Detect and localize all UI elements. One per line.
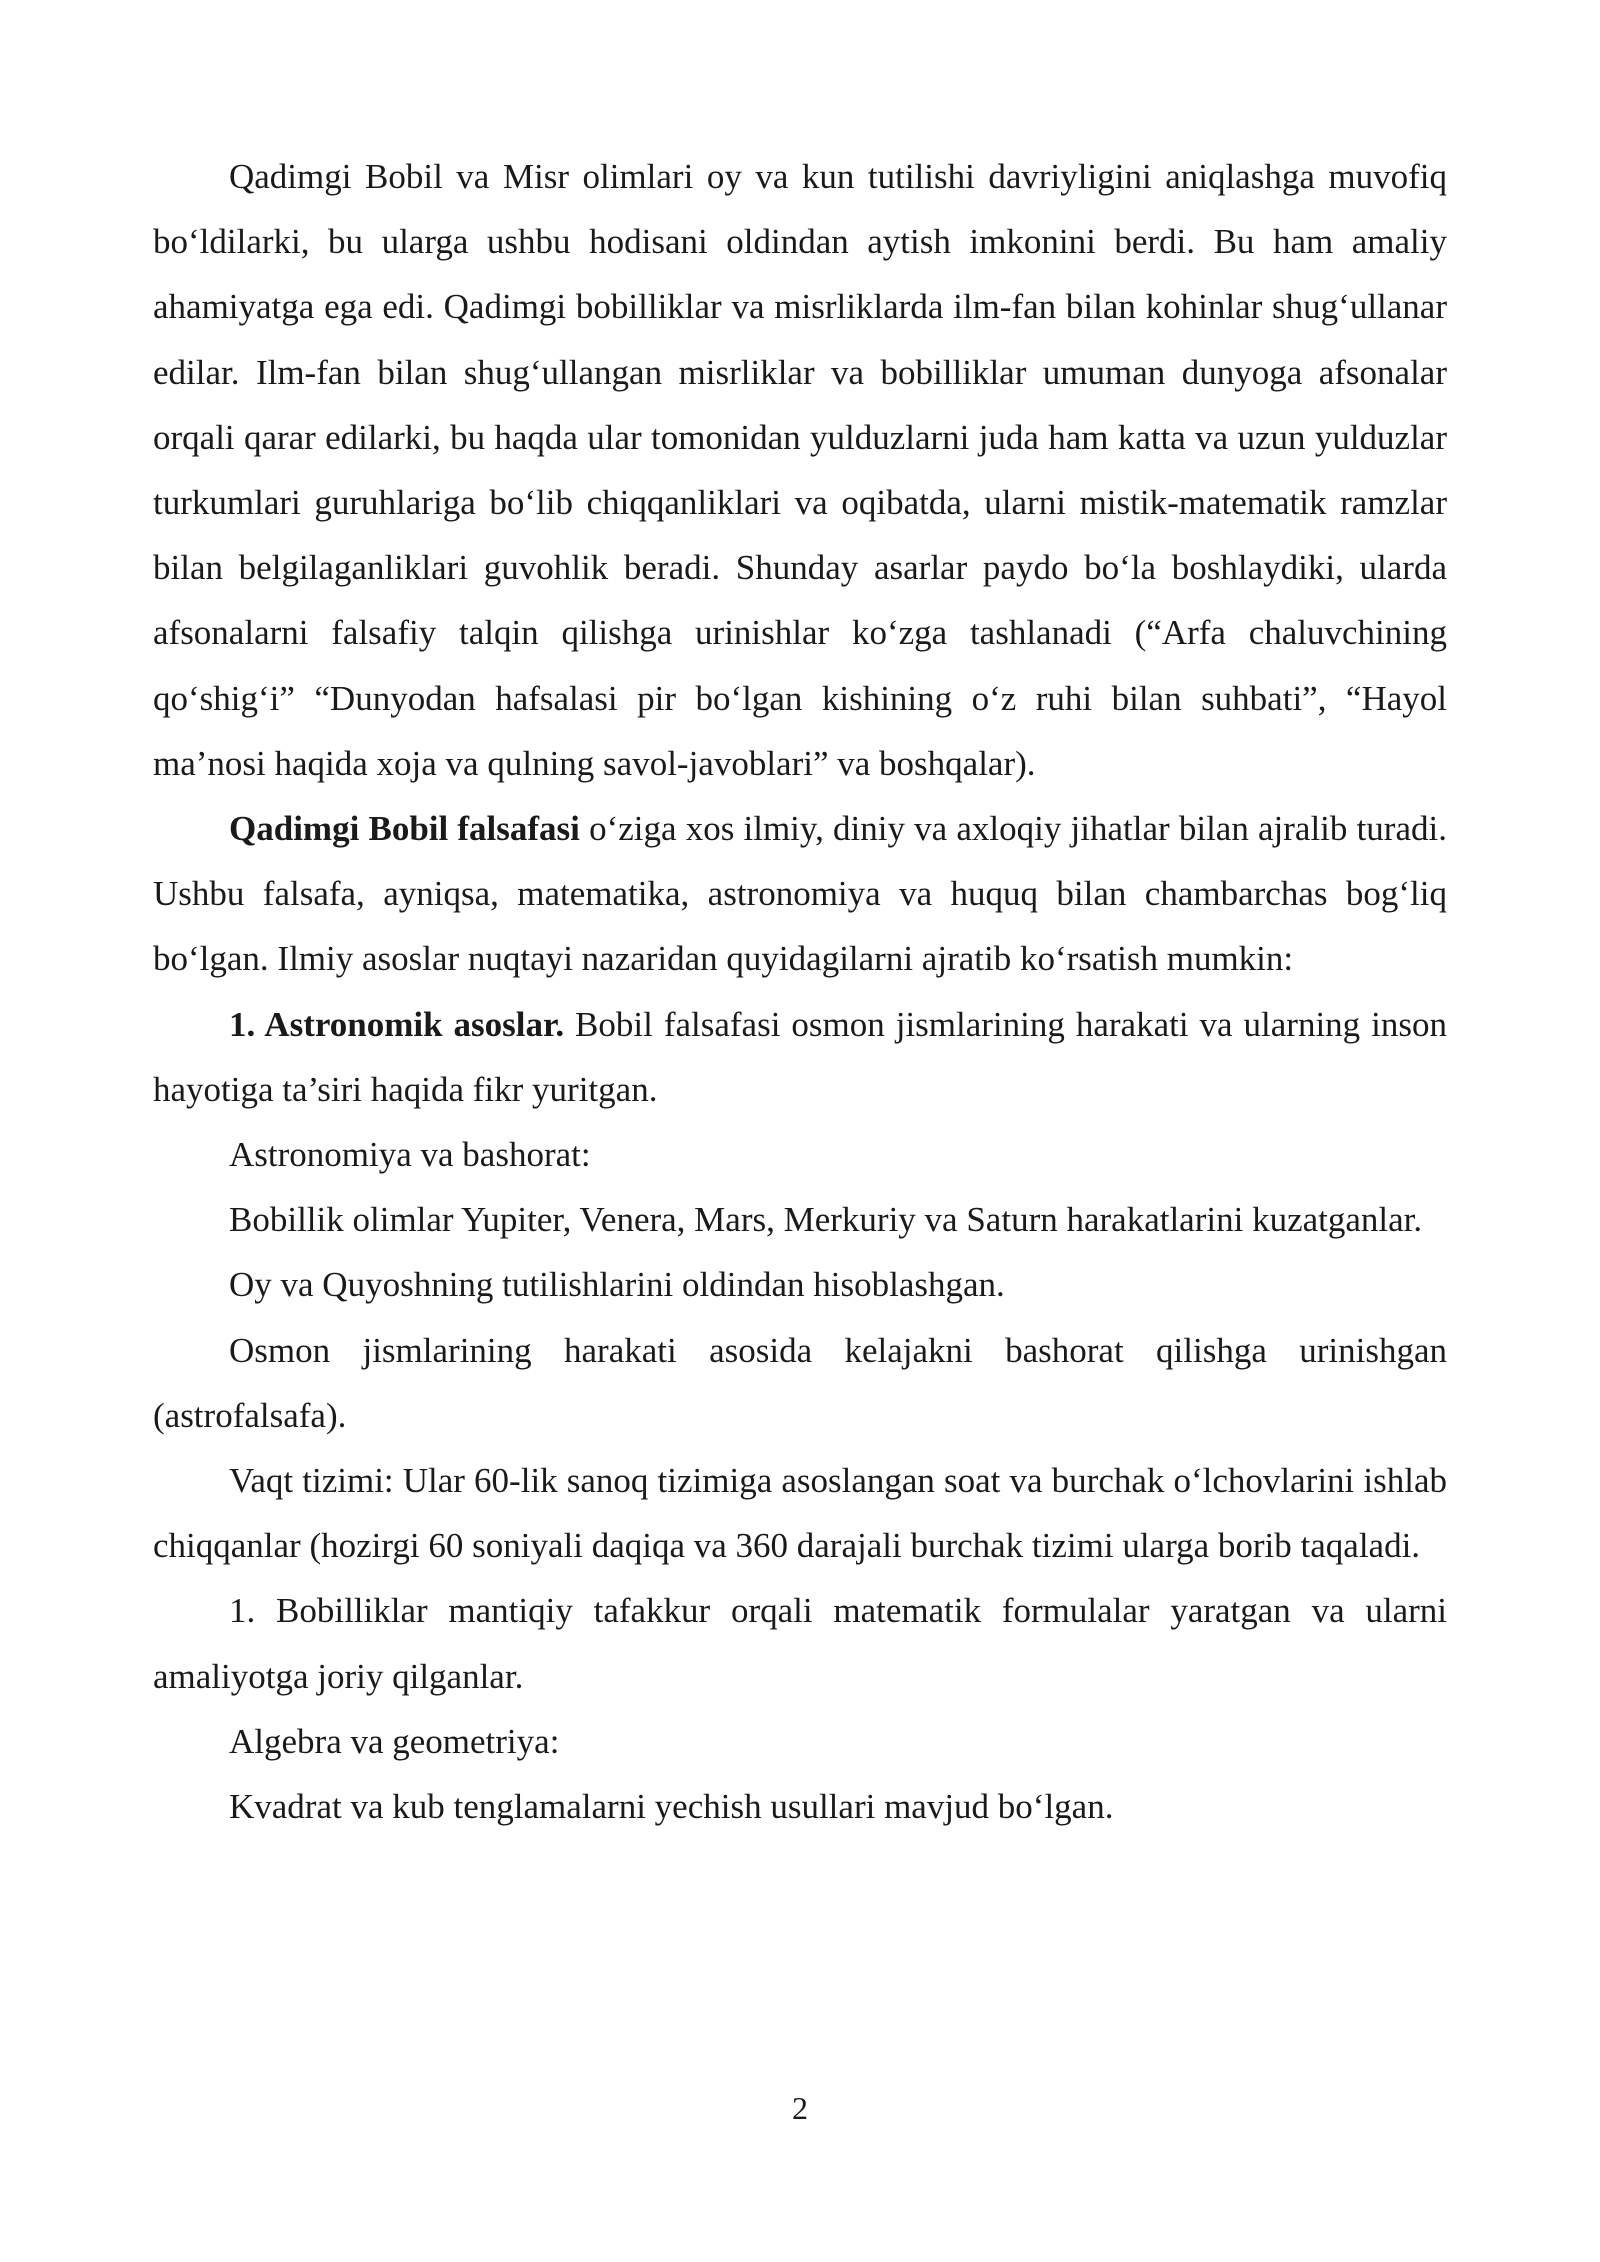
paragraph-eclipse-periodicity bbox=[153, 144, 1447, 796]
paragraph-astrophilosophy bbox=[153, 1318, 1447, 1448]
paragraph-time-system bbox=[153, 1448, 1447, 1578]
paragraph-text: Qadimgi Bobil va Misr olimlari oy va kun tutilishi davriyligini aniqlashga muvofiq bo‘ldilarki, bu ularga ushbu hodisani oldindan aytish imkonini berdi. Bu ham amaliy ahamiyatga ega edi. Qadimgi bobilliklar va misrliklarda ilm-fan bilan kohinlar shug‘ullanar edilar. Ilm-fan bilan shug‘ullangan misrliklar va bobilliklar umuman dunyoga afsonalar orqali qarar edilarki, bu haqda ular tomonidan yulduzlarni juda ham katta va uzun yulduzlar turkumlari guruhlariga bo‘lib chiqqanliklari va oqibatda, ularni mistik-matematik ramzlar bilan belgilaganliklari guvohlik beradi. Shunday asarlar paydo bo‘la boshlaydiki, ularda afsonalarni falsafiy talqin qilishga urinishlar ko‘zga tashlanadi (“Arfa chaluvchining qo‘shig‘i” “Dunyodan hafsalasi pir bo‘lgan kishining o‘z ruhi bilan suhbati”, “Hayol ma’nosi haqida xoja va qulning savol-javoblari” va boshqalar). bbox=[153, 157, 1447, 783]
paragraph-astronomy-prediction-heading bbox=[153, 1122, 1447, 1187]
paragraph-text: Vaqt tizimi: Ular 60-lik sanoq tizimiga asoslangan soat va burchak o‘lchovlarini ishlab chiqqanlar (hozirgi 60 soniyali daqiqa va 360 darajali burchak tizimi ularga borib taqaladi. bbox=[153, 1461, 1447, 1566]
paragraph-text: Astronomiya va bashorat: bbox=[229, 1135, 591, 1175]
paragraph-text: Osmon jismlarining harakati asosida kelajakni bashorat qilishga urinishgan (astrofalsafa). bbox=[153, 1330, 1447, 1435]
paragraph-equations bbox=[153, 1774, 1447, 1839]
paragraph-text: 1. Bobilliklar mantiqiy tafakkur orqali matematik formulalar yaratgan va ularni amaliyotga joriy qilganlar. bbox=[153, 1591, 1447, 1696]
paragraph-bold-lead: 1. Astronomik asoslar. bbox=[229, 1004, 565, 1044]
page-body bbox=[153, 144, 1447, 1839]
paragraph-text: Bobil falsafasi osmon jismlarining harakati va ularning inson hayotiga ta’siri haqida fikr yuritgan. bbox=[153, 1004, 1448, 1109]
paragraph-text: Algebra va geometriya: bbox=[229, 1721, 560, 1761]
paragraph-text: o‘ziga xos ilmiy, diniy va axloqiy jihatlar bilan ajralib turadi. Ushbu falsafa, ayniqsa, matematika, astronomiya va huquq bilan chambarchas bog‘liq bo‘lgan. Ilmiy asoslar nuqtayi nazaridan quyidagilarni ajratib ko‘rsatish mumkin: bbox=[153, 809, 1447, 979]
paragraph-text: Bobillik olimlar Yupiter, Venera, Mars, Merkuriy va Saturn harakatlarini kuzatganlar. bbox=[229, 1200, 1423, 1240]
paragraph-text: Kvadrat va kub tenglamalarni yechish usullari mavjud bo‘lgan. bbox=[229, 1787, 1114, 1827]
paragraph-bold-lead: Qadimgi Bobil falsafasi bbox=[229, 809, 580, 849]
paragraph-astronomical-foundations bbox=[153, 992, 1447, 1122]
page-number: 2 bbox=[792, 2090, 808, 2126]
paragraph-text: Oy va Quyoshning tutilishlarini oldindan hisoblashgan. bbox=[229, 1265, 1005, 1305]
paragraph-babylon-philosophy bbox=[153, 796, 1447, 992]
paragraph-algebra-geometry-heading bbox=[153, 1709, 1447, 1774]
paragraph-logical-thinking bbox=[153, 1578, 1447, 1708]
paragraph-eclipse-calculation bbox=[153, 1252, 1447, 1317]
paragraph-planet-observation bbox=[153, 1187, 1447, 1252]
